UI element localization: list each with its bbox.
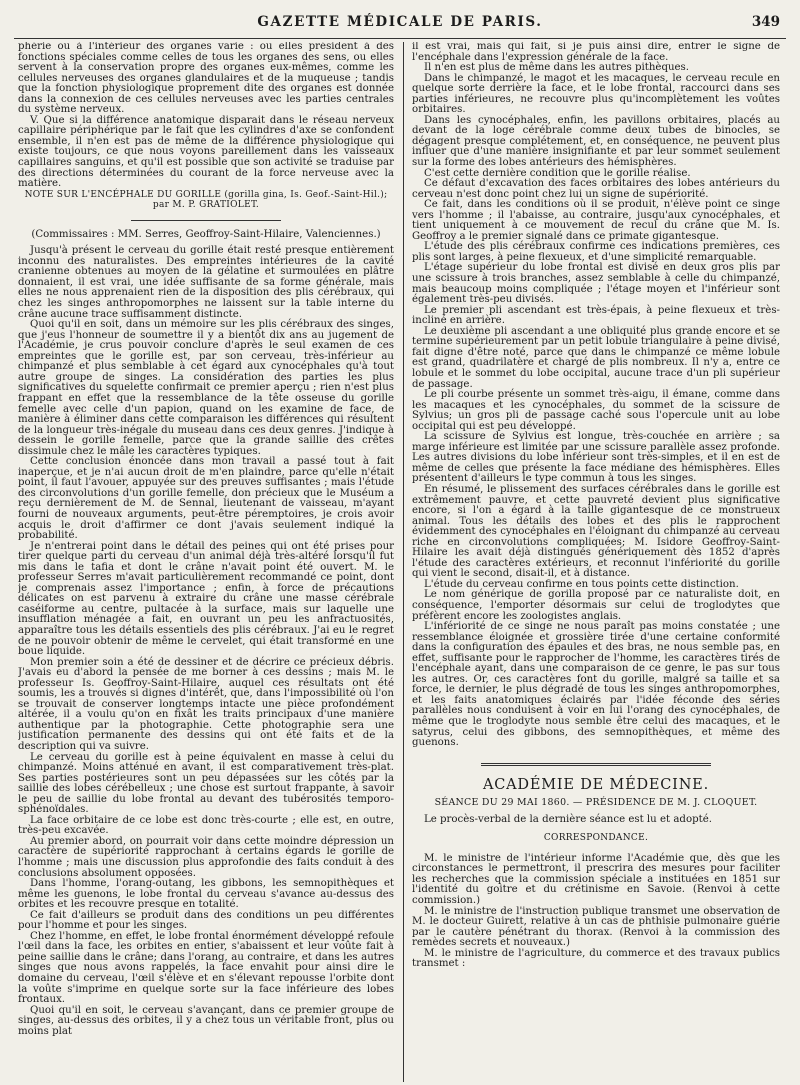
seance-line: SÉANCE DU 29 MAI 1860. — PRÉSIDENCE DE M. J. CLOQUET.	[434, 797, 758, 809]
note-title: NOTE SUR L'ENCÉPHALE DU GORILLE (gorilla gina, Is. Geof.-Saint-Hil.); par M. P. GRATIOLET.	[24, 189, 388, 211]
section-rule	[481, 763, 711, 766]
paragraph: Ce défaut d'excavation des faces orbitaires des lobes antérieurs du cerveau n'est donc point chez lui un signe de supériorité.	[412, 178, 780, 200]
header-rule	[14, 38, 786, 39]
paragraph: Quoi qu'il en soit, dans un mémoire sur les plis cérébraux des singes, que j'eus l'honneur de soumettre il y a bientôt dix ans au jugement de l'Académie, je crus pouvoir conclure d'après le seul examen de ces empreintes que le gorille est, par son cerveau, très-inférieur au chimpanzé et plus semblable à cet égard aux cynocéphales qu'à tout autre groupe de singes. La considération des parties les plus significatives du squelette confirmait ce premier aperçu ; rien n'est plus frappant en effet que la ressemblance de la tête osseuse du gorille femelle avec celle d'un papion, quand on les examine de face, de manière à éliminer dans cette comparaison les différences qui résultent de la longueur très-inégale du museau dans ces deux genres. J'indique à dessein le gorille femelle, parce que la grande saillie des crêtes dissimule chez le mâle les caractères typiques.	[18, 319, 394, 457]
paragraph: Mon premier soin a été de dessiner et de décrire ce précieux débris. J'avais eu d'abord la pensée de me borner à ces dessins ; mais M. le professeur Is. Geoffroy-Saint-Hilaire, auquel ces résultats ont été soumis, les a trouvés si dignes d'intérêt, que, dans l'impossibilité où l'on se trouvait de conserver longtemps intacte une pièce profondément altérée, il a voulu qu'on en fixât les traits principaux d'une manière authentique par la photographie. Cette photographie sera une justification permanente des dessins qui ont été faits et de la description qui va suivre.	[18, 656, 394, 752]
journal-title: GAZETTE MÉDICALE DE PARIS.	[257, 14, 543, 30]
paragraph: phérie ou à l'intérieur des organes varie : ou elles président à des fonctions spéciales comme celles de tous les organes des sens, ou elles servent à la conservation propre des organes eux-mêmes, comme les cellules nerveuses des organes glandulaires et de la muqueuse ; tandis que la fonction physiologique proprement dite des organes est donnée dans la connexion de ces cellules nerveuses avec les parties centrales du système nerveux.	[18, 42, 394, 116]
paragraph: V. Que si la différence anatomique disparait dans le réseau nerveux capillaire périphérique par le fait que les cylindres d'axe se confondent ensemble, il n'en est pas de même de la différence physiologique qui existe toujours, ce que nous voyons pareillement dans les vaisseaux capillaires sanguins, et qu'il est possible que son activité se traduise par des directions déterminées du courant de la force nerveuse avec la matière.	[18, 114, 394, 190]
left-column	[18, 42, 394, 1082]
paragraph: L'étude des plis cérébraux confirme ces indications premières, ces plis sont larges, à peine flexueux, et d'une simplicité remarquable.	[412, 241, 780, 263]
page-header	[14, 14, 786, 32]
paragraph: Le premier pli ascendant est très-épais, à peine flexueux et très-incliné en arrière.	[412, 304, 780, 327]
paragraph: Le procès-verbal de la dernière séance est lu et adopté.	[424, 813, 712, 825]
paragraph: Dans les cynocéphales, enfin, les pavillons orbitaires, placés au devant de la loge cérébrale comme deux tubes de binocles, se dégagent presque complétement, et, en conséquence, ne peuvent plus influer que d'une manière insignifiante et par leur sommet seulement sur la forme des lobes antérieurs des hémisphères.	[412, 114, 780, 169]
paragraph: Ce fait, dans les conditions où il se produit, n'élève point ce singe vers l'homme ; il l'abaisse, au contraire, jusqu'aux cynocéphales, et tient uniquement à ce mouvement de recul du crâne que M. Is. Geoffroy a le premier signalé dans ce primate gigantesque.	[412, 199, 780, 242]
paragraph: Le pli courbe présente un sommet très-aigu, il émane, comme dans les macaques et les cynocéphales, du sommet de la scissure de Sylvius; un gros pli de passage caché sous l'opercule unit au lobe occipital qui est peu développé.	[412, 389, 780, 432]
paragraph: Le cerveau du gorille est à peine équivalent en masse à celui du chimpanzé. Moins atténué en avant, il est comparativement très-plat. Ses parties postérieures sont un peu dépassées sur les côtés par la saillie des lobes cérébelleux ; une chose est surtout frappante, à savoir le peu de saillie du lobe frontal au devant des tubérosités temporo-sphénoïdales.	[18, 751, 394, 816]
section-heading: ACADÉMIE DE MÉDECINE.	[483, 776, 709, 793]
paragraph: Il n'en est plus de même dans les autres pithèques.	[424, 62, 690, 74]
subsection-heading: CORRESPONDANCE.	[543, 833, 649, 844]
paragraph: Le nom générique de gorilla proposé par ce naturaliste doit, en conséquence, l'emporter désormais sur celui de troglodytes que préfèrent encore les zoologistes anglais.	[412, 589, 780, 622]
paragraph: Je n'entrerai point dans le détail des peines qui ont été prises pour tirer quelque parti du cerveau d'un animal déjà très-altéré lorsqu'il fut mis dans le tafia et dont le crâne n'avait point été ouvert. M. le professeur Serres m'avait particulièrement recommandé ce point, dont je comprenais assez l'importance ; enfin, à force de précautions délicates on est parvenu à extraire du crâne une masse cérébrale caséiforme au centre, pultacée à la surface, mais sur laquelle une insufflation ménagée a fait, en ouvrant un peu les anfractuosités, apparaître tous les détails essentiels des plis cérébraux. J'ai eu le regret de ne pouvoir obtenir de même le cervelet, qui était transformé en une boue liquide.	[18, 540, 394, 658]
paragraph: Le deuxième pli ascendant a une obliquité plus grande encore et se termine supérieurement par un petit lobule triangulaire à peine divisé, fait digne d'être noté, parce que dans le chimpanzé ce même lobule est grand, quadrilatère et chargé de plis nombreux. Il n'y a, entre ce lobule et le sommet du lobe occipital, aucune trace d'un pli supérieur de passage.	[412, 325, 780, 390]
paragraph: M. le ministre de l'intérieur informe l'Académie que, dès que les circonstances le permettront, il prescrira des mesures pour faciliter les recherches que la commission spéciale a instituées en 1851 sur l'identité du goitre et du crétinisme en Savoie. (Renvoi à cette commission.)	[412, 852, 780, 907]
paragraph: il est vrai, mais qui fait, si je puis ainsi dire, entrer le signe de l'encéphale dans l'expression générale de la face.	[412, 42, 780, 63]
paragraph: En résumé, le plissement des surfaces cérébrales dans le gorille est extrêmement pauvre, et cette pauvreté devient plus significative encore, si l'on a égard à la taille gigantesque de ce monstrueux animal. Tous les détails des lobes et des plis le rapprochent évidemment des cynocéphales en l'éloignant du chimpanzé au cerveau riche en circonvolutions compliquées; M. Isidore Geoffroy-Saint-Hilaire les avait déjà distingués génériquement dès 1852 d'après l'étude des caractères extérieurs, et reconnut l'infériorité du gorille qui vient le second, disait-il, et à distance.	[412, 483, 780, 580]
paragraph: Jusqu'à présent le cerveau du gorille était resté presque entièrement inconnu des naturalistes. Des empreintes intérieures de la cavité cranienne obtenues au moyen de la gélatine et surmoulées en plâtre donnaient, il est vrai, une idée suffisante de sa forme générale, mais elles ne nous apprenaient rien de la disposition des plis cérébraux, qui chez les singes anthropomorphes ne laissent sur la table interne du crâne aucune trace suffisamment distincte.	[18, 245, 394, 320]
title-rule	[131, 220, 281, 221]
paragraph: Chez l'homme, en effet, le lobe frontal énormément développé refoule l'œil dans la face, les orbites en entier, s'abaissent et leur voûte fait à peine saillie dans le crâne; dans l'orang, au contraire, et dans les autres singes que nous avons rappelés, la face envahit pour ainsi dire le domaine du cerveau, l'œil s'élève et en s'élevant repousse l'orbite dont la voûte s'imprime en quelque sorte sur la face inférieure des lobes frontaux.	[18, 930, 394, 1006]
right-column	[412, 42, 780, 1082]
paragraph: Dans l'homme, l'orang-outang, les gibbons, les semnopithèques et même les guenons, le lobe frontal du cerveau s'avance au-dessus des orbites et les recouvre presque en totalité.	[18, 878, 394, 911]
paragraph: Quoi qu'il en soit, le cerveau s'avançant, dans ce premier groupe de singes, au-dessus des orbites, il y a chez tous un véritable front, plus ou moins plat	[18, 1004, 394, 1037]
paragraph: M. le ministre de l'agriculture, du commerce et des travaux publics transmet :	[412, 947, 780, 970]
paragraph: M. le ministre de l'instruction publique transmet une observation de M. le docteur Guirett, relative à un cas de phthisie pulmonaire guérie par le cautère pénétrant du thorax. (Renvoi à la commission des remèdes secrets et nouveaux.)	[412, 905, 780, 949]
commissaires-line: (Commissaires : MM. Serres, Geoffroy-Saint-Hilaire, Valenciennes.)	[31, 228, 381, 240]
page-number: 349	[751, 14, 780, 30]
paragraph: Au premier abord, on pourrait voir dans cette moindre dépression un caractère de supériorité rapprochant à certains égards le gorille de l'homme ; mais une discussion plus approfondie des faits conduit à des conclusions absolument opposées.	[18, 835, 394, 879]
paragraph: L'étage supérieur du lobe frontal est divisé en deux gros plis par une scissure à trois branches, assez semblable à celle du chimpanzé, mais beaucoup moins compliquée ; l'étage moyen et l'inférieur sont également très-peu divisés.	[412, 262, 780, 306]
paragraph: L'étude du cerveau confirme en tous points cette distinction.	[424, 578, 739, 590]
column-divider	[403, 42, 404, 1082]
paragraph: L'infériorité de ce singe ne nous paraît pas moins constatée ; une ressemblance éloignée et grossière tirée d'une certaine conformité dans la configuration des épaules et des bras, ne nous semble pas, en effet, suffisante pour le rapprocher de l'homme, les caractères tirés de l'encéphale ayant, dans une comparaison de ce genre, le pas sur tous les autres. Or, ces caractères font du gorille, malgré sa taille et sa force, le dernier, le plus dégradé de tous les singes anthropomorphes, et les faits anatomiques éclairés par l'idée féconde des séries parallèles nous conduisent à voir en lui l'orang des cynocéphales, de même que le troglodyte nous semble être celui des macaques, et le satyrus, celui des gibbons, des semnopithèques, et même des guenons.	[412, 621, 780, 749]
paragraph: Cette conclusion énoncée dans mon travail a passé tout à fait inaperçue, et je n'ai aucun droit de m'en plaindre, parce qu'elle n'était point, il faut l'avouer, appuyée sur des preuves suffisantes ; mais l'étude des circonvolutions d'un gorille femelle, don précieux que le Muséum a reçu dernièrement de M. de Sennal, lieutenant de vaisseau, m'ayant fourni de nouveaux arguments, peut-être péremptoires, je crois avoir acquis le droit d'affirmer ce dont j'avais seulement indiqué la probabilité.	[18, 456, 394, 542]
paragraph: La scissure de Sylvius est longue, très-couchée en arrière ; sa marge inférieure est limitée par une scissure parallèle assez profonde. Les autres divisions du lobe inférieur sont très-simples, et il en est de même de celles que présente la face médiane des hémisphères. Elles présentent d'ailleurs le type commun à tous les singes.	[412, 431, 780, 485]
paragraph: C'est cette dernière condition que le gorille réalise.	[424, 167, 691, 179]
paragraph: Ce fait d'ailleurs se produit dans des conditions un peu différentes pour l'homme et pour les singes.	[18, 909, 394, 932]
paragraph: Dans le chimpanzé, le magot et les macaques, le cerveau recule en quelque sorte derrière la face, et le lobe frontal, raccourci dans ses parties inférieures, ne recouvre plus qu'incomplètement les voûtes orbitaires.	[412, 72, 780, 116]
paragraph: La face orbitaire de ce lobe est donc très-courte ; elle est, en outre, très-peu excavée.	[18, 814, 394, 837]
